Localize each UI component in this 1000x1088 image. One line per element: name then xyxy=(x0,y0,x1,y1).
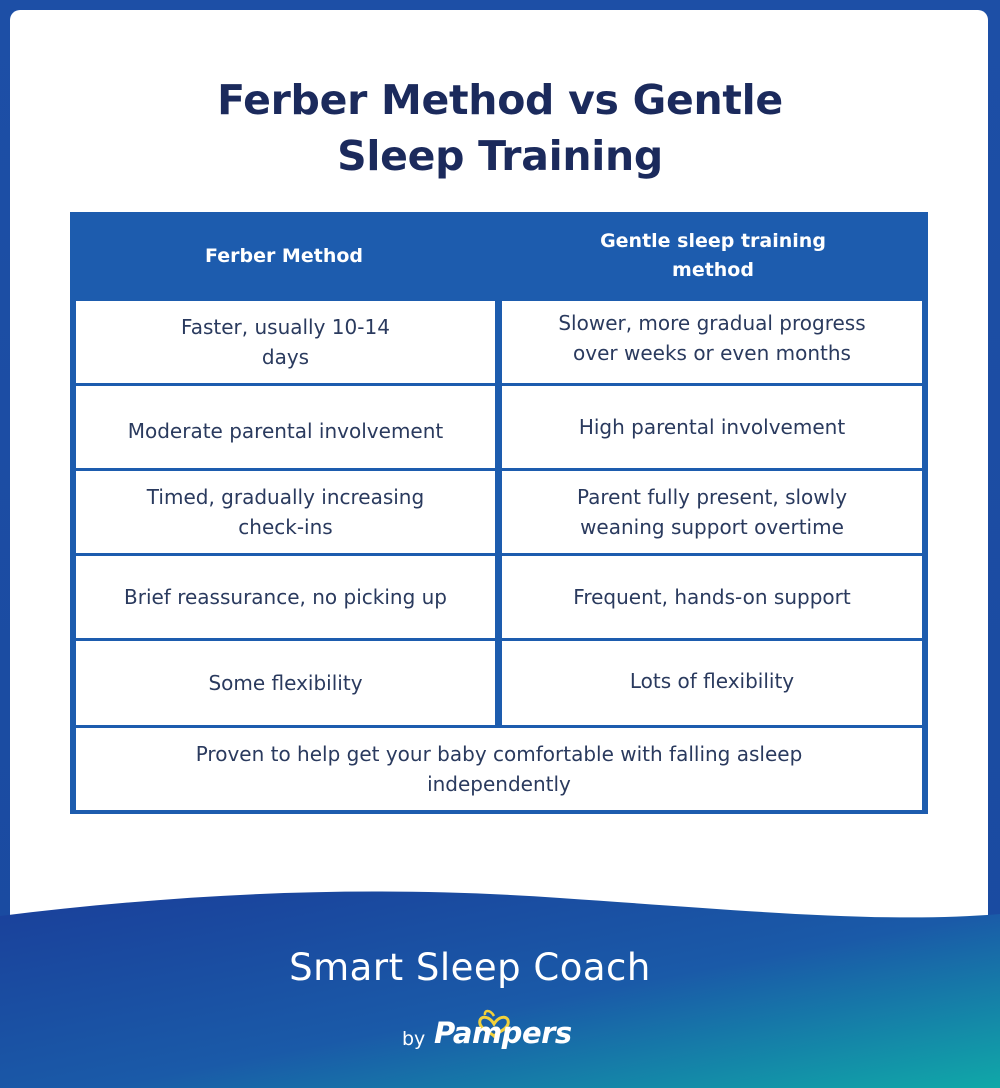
title-line-2: Sleep Training xyxy=(337,132,663,180)
brand-name: Smart Sleep Coach xyxy=(289,946,651,989)
table-cell-ferber-row-5: Some flexibility xyxy=(76,641,495,725)
table-cell-gentle-row-2: High parental involvement xyxy=(502,386,922,468)
brand-by-label: by xyxy=(402,1028,426,1050)
table-cell-gentle-row-5: Lots of flexibility xyxy=(502,641,922,725)
table-cell-gentle-row-3: Parent fully present, slowly weaning support overtime xyxy=(502,471,922,553)
comparison-table xyxy=(70,212,928,814)
table-cell-ferber-row-1: Faster, usually 10-14 days xyxy=(76,301,495,383)
table-cell-ferber-row-4: Brief reassurance, no picking up xyxy=(76,556,495,638)
header-ferber-method: Ferber Method xyxy=(205,244,363,267)
pampers-logo: Pampers xyxy=(434,1016,572,1050)
table-cell-ferber-row-3: Timed, gradually increasing check-ins xyxy=(76,471,495,553)
page-title xyxy=(100,72,900,184)
table-cell-shared-footer: Proven to help get your baby comfortable with falling asleep independently xyxy=(76,728,922,810)
table-cell-ferber-row-2: Moderate parental involvement xyxy=(76,386,495,468)
table-cell-gentle-row-1: Slower, more gradual progress over weeks or even months xyxy=(502,301,922,383)
table-cell-gentle-row-4: Frequent, hands-on support xyxy=(502,556,922,638)
header-gentle-method: Gentle sleep training method xyxy=(600,230,826,281)
title-line-1: Ferber Method vs Gentle xyxy=(217,76,783,124)
